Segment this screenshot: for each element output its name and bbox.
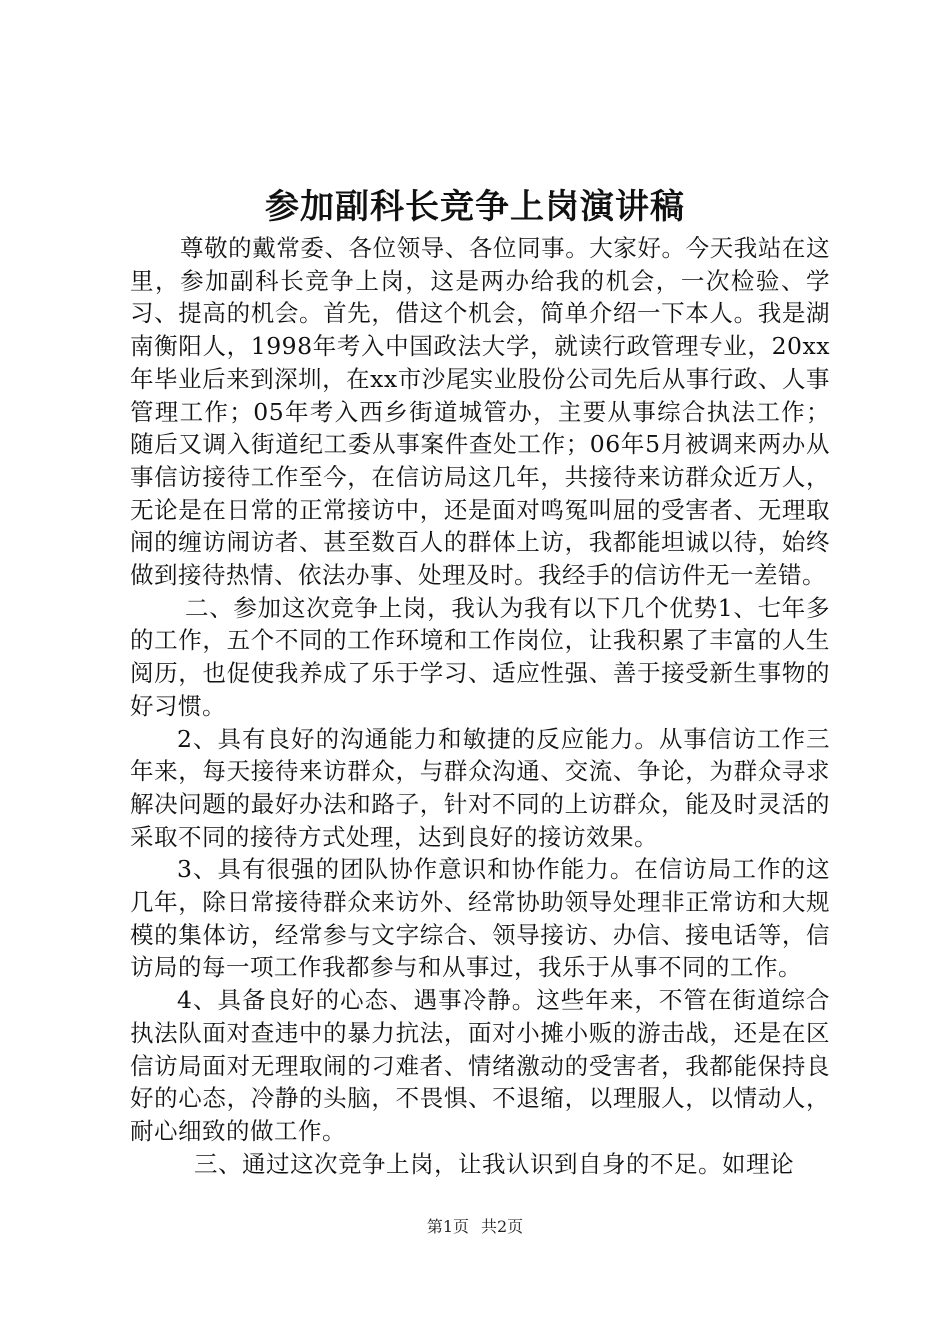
page-number-current: 第1页 <box>426 1217 469 1236</box>
paragraph-advantage-1: 二、参加这次竞争上岗，我认为我有以下几个优势1、七年多的工作，五个不同的工作环境和工作岗位，让我积累了丰富的人生阅历，也促使我养成了乐于学习、适应性强、善于接受新生事物的好习惯。 <box>130 593 830 720</box>
document-title: 参加副科长竞争上岗演讲稿 <box>265 187 685 227</box>
page-footer <box>0 1216 950 1238</box>
paragraph-advantage-3: 3、具有很强的团队协作意识和协作能力。在信访局工作的这几年，除日常接待群众来访外、经常协助领导处理非正常访和大规模的集体访，经常参与文字综合、领导接访、办信、接电话等，信访局的每一项工作我都参与和从事过，我乐于从事不同的工作。 <box>130 855 830 982</box>
paragraph-advantage-4: 4、具备良好的心态、遇事冷静。这些年来，不管在街道综合执法队面对查违中的暴力抗法，面对小摊小贩的游击战，还是在区信访局面对无理取闹的刁难者、情绪激动的受害者，我都能保持良好的心态，冷静的头脑，不畏惧、不退缩，以理服人，以情动人，耐心细致的做工作。 <box>130 986 830 1145</box>
document-body <box>130 232 830 1180</box>
paragraph-advantage-2: 2、具有良好的沟通能力和敏捷的反应能力。从事信访工作三年来，每天接待来访群众，与群众沟通、交流、争论，为群众寻求解决问题的最好办法和路子，针对不同的上访群众，能及时灵活的采取不同的接待方式处理，达到良好的接访效果。 <box>130 724 830 851</box>
paragraph-introduction: 尊敬的戴常委、各位领导、各位同事。大家好。今天我站在这里，参加副科长竞争上岗，这是两办给我的机会，一次检验、学习、提高的机会。首先，借这个机会，简单介绍一下本人。我是湖南衡阳人，1998年考入中国政法大学，就读行政管理专业，20xx年毕业后来到深圳，在xx市沙尾实业股份公司先后从事行政、人事管理工作；05年考入西乡街道城管办，主要从事综合执法工作；随后又调入街道纪工委从事案件查处工作；06年5月被调来两办从事信访接待工作至今，在信访局这几年，共接待来访群众近万人，无论是在日常的正常接访中，还是面对鸣冤叫屈的受害者、无理取闹的缠访闹访者、甚至数百人的群体上访，我都能坦诚以待，始终做到接待热情、依法办事、处理及时。我经手的信访件无一差错。 <box>130 234 830 590</box>
paragraph-shortcomings: 三、通过这次竞争上岗，让我认识到自身的不足。如理论 <box>194 1149 794 1178</box>
page-number-total: 共2页 <box>481 1217 524 1236</box>
